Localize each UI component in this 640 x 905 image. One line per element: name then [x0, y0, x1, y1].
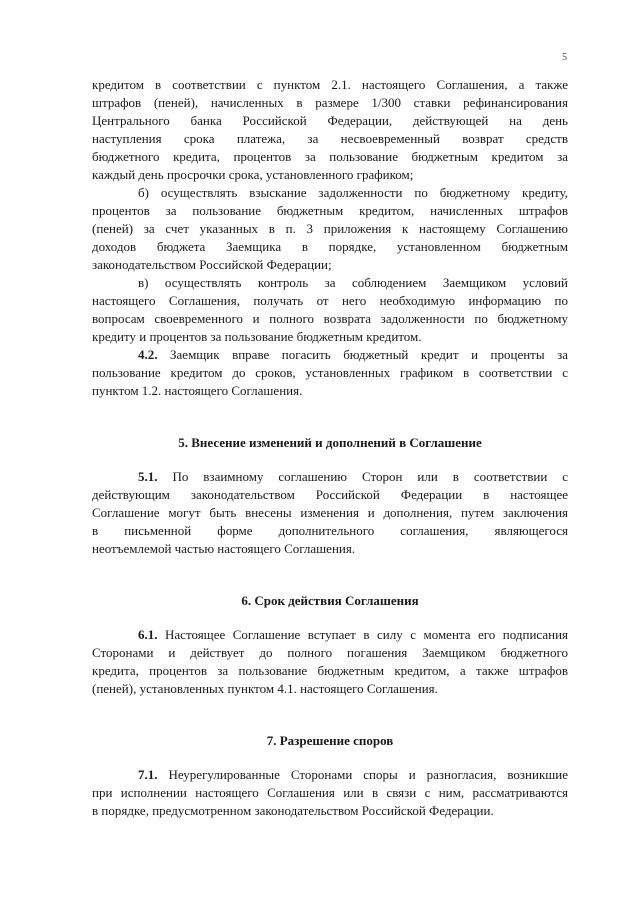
text-line: каждый день просрочки срока, установленного графиком; — [92, 167, 414, 182]
text-line: при исполнении настоящего Соглашения или в связи с ним, рассматриваются — [92, 785, 568, 800]
clause-number: 6.1. — [138, 627, 158, 642]
text-line: процентов за пользование бюджетным кредитом, начисленных штрафов — [92, 203, 568, 218]
text-line: действующим законодательством Российской Федерации в настоящее — [92, 487, 568, 502]
text-line: пунктом 1.2. настоящего Соглашения. — [92, 383, 303, 398]
clause-line — [138, 346, 568, 363]
page-number: 5 — [562, 52, 567, 63]
clause-text: Неурегулированные Сторонами споры и разногласия, возникшие — [168, 767, 568, 782]
clause-line — [138, 766, 568, 783]
text-line: (пеней) за счет указанных в п. 3 приложения к настоящему Соглашению — [92, 221, 568, 236]
text-line: б) осуществлять взыскание задолженности по бюджетному кредиту, — [138, 185, 568, 200]
text-line: Сторонами и действует до полного погашения Заемщиком бюджетного — [92, 645, 568, 660]
clause-number: 4.2. — [138, 347, 158, 362]
text-line: бюджетного кредита, процентов за пользование бюджетным кредитом за — [92, 149, 568, 164]
text-line: законодательством Российской Федерации; — [92, 257, 332, 272]
clause-number: 7.1. — [138, 767, 158, 782]
text-line: (пеней), установленных пунктом 4.1. настоящего Соглашения. — [92, 681, 438, 696]
clause-text: По взаимному соглашению Сторон или в соответствии с — [172, 469, 568, 484]
text-line: Соглашение могут быть внесены изменения и дополнения, путем заключения — [92, 505, 568, 520]
clause-text: Заемщик вправе погасить бюджетный кредит и проценты за — [170, 347, 568, 362]
text-line: кредитом в соответствии с пунктом 2.1. настоящего Соглашения, а также — [92, 77, 568, 92]
text-line: кредита, процентов за пользование бюджетным кредитом, а также штрафов — [92, 663, 568, 678]
section-heading: 6. Срок действия Соглашения — [241, 593, 419, 608]
text-line: вопросам своевременного и полного возврата задолженности по бюджетному — [92, 311, 568, 326]
text-line: неотъемлемой частью настоящего Соглашения. — [92, 541, 356, 556]
text-line: пользование кредитом до сроков, установленных графиком в соответствии с — [92, 365, 568, 380]
text-line: Центрального банка Российской Федерации, действующей на день — [92, 113, 568, 128]
text-line: в порядке, предусмотренном законодательством Российской Федерации. — [92, 803, 494, 818]
clause-number: 5.1. — [138, 469, 158, 484]
text-line: наступления срока платежа, за несвоевременный возврат средств — [92, 131, 568, 146]
text-line: в письменной форме дополнительного соглашения, являющегося — [92, 523, 568, 538]
clause-line — [138, 468, 568, 485]
text-line: штрафов (пеней), начисленных в размере 1/300 ставки рефинансирования — [92, 95, 568, 110]
clause-text: Настоящее Соглашение вступает в силу с момента его подписания — [165, 627, 568, 642]
clause-line — [138, 626, 568, 643]
section-heading: 7. Разрешение споров — [266, 733, 394, 748]
section-heading: 5. Внесение изменений и дополнений в Соглашение — [178, 435, 482, 450]
text-line: настоящего Соглашения, получать от него необходимую информацию по — [92, 293, 568, 308]
text-line: доходов бюджета Заемщика в порядке, установленном бюджетным — [92, 239, 568, 254]
text-line: кредиту и процентов за пользование бюджетным кредитом. — [92, 329, 422, 344]
text-line: в) осуществлять контроль за соблюдением Заемщиком условий — [138, 275, 568, 290]
